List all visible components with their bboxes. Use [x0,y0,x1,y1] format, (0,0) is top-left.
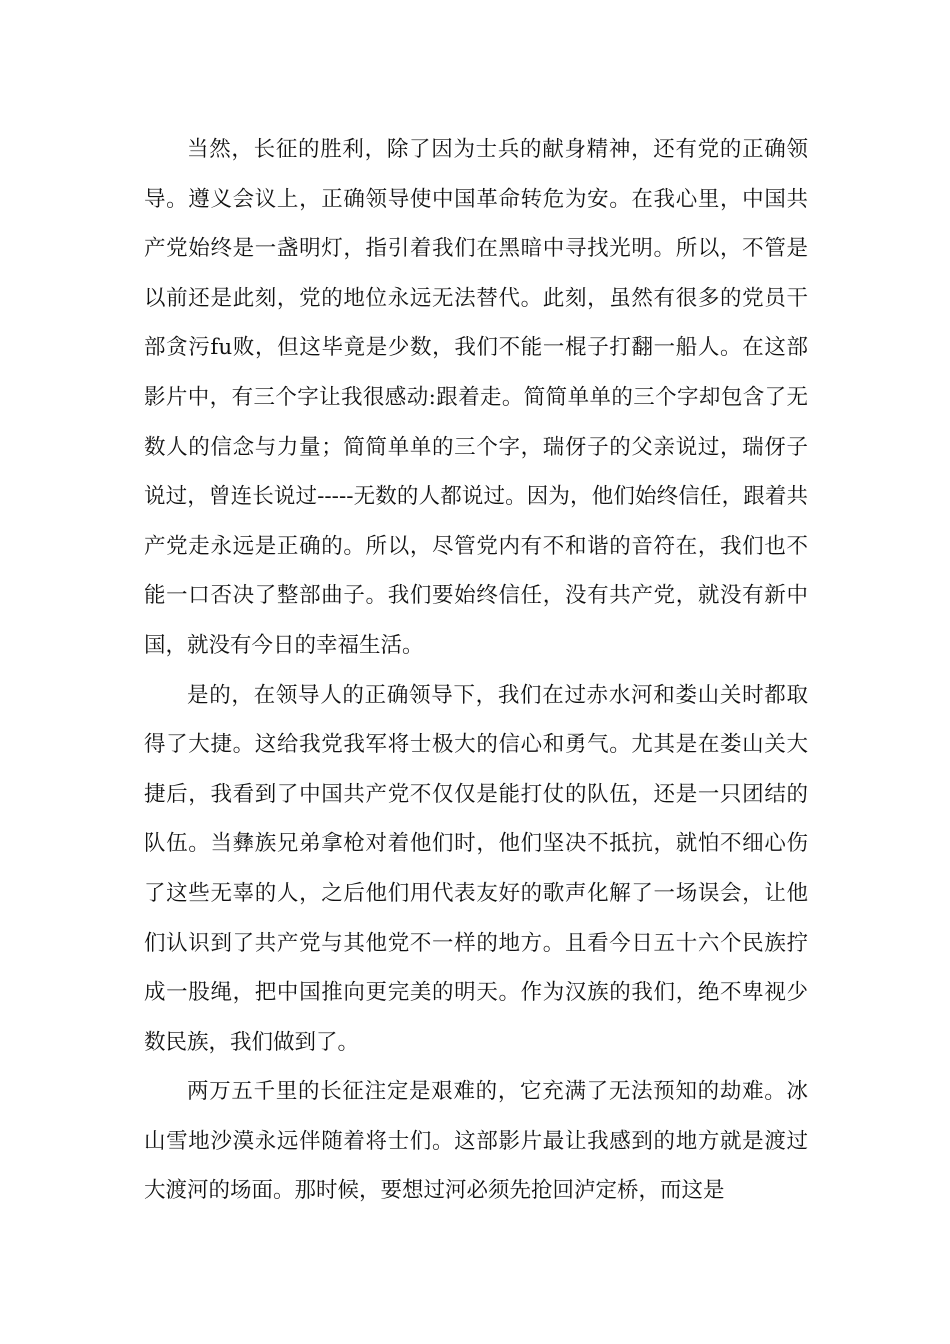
paragraph-3: 两万五千里的长征注定是艰难的，它充满了无法预知的劫难。冰山雪地沙漠永远伴随着将士们。这部影片最让我感到的地方就是渡过大渡河的场面。那时候，要想过河必须先抢回泸定桥，而这是 [144,1079,808,1204]
paragraph-2: 是的，在领导人的正确领导下，我们在过赤水河和娄山关时都取得了大捷。这给我党我军将士极大的信心和勇气。尤其是在娄山关大捷后，我看到了中国共产党不仅仅是能打仗的队伍，还是一只团结的队伍。当彝族兄弟拿枪对着他们时，他们坚决不抵抗，就怕不细心伤了这些无辜的人，之后他们用代表友好的歌声化解了一场误会，让他们认识到了共产党与其他党不一样的地方。且看今日五十六个民族拧成一股绳，把中国推向更完美的明天。作为汉族的我们，绝不卑视少数民族，我们做到了。 [144,682,808,1055]
document-body [144,125,808,1216]
paragraph-1: 当然，长征的胜利，除了因为士兵的献身精神，还有党的正确领导。遵义会议上，正确领导使中国革命转危为安。在我心里，中国共产党始终是一盏明灯，指引着我们在黑暗中寻找光明。所以，不管是以前还是此刻，党的地位永远无法替代。此刻，虽然有很多的党员干部贪污fu败，但这毕竟是少数，我们不能一棍子打翻一船人。在这部影片中，有三个字让我很感动:跟着走。简简单单的三个字却包含了无数人的信念与力量；简简单单的三个字，瑞伢子的父亲说过，瑞伢子说过，曾连长说过-----无数的人都说过。因为，他们始终信任，跟着共产党走永远是正确的。所以，尽管党内有不和谐的音符在，我们也不能一口否决了整部曲子。我们要始终信任，没有共产党，就没有新中国，就没有今日的幸福生活。 [144,137,808,658]
